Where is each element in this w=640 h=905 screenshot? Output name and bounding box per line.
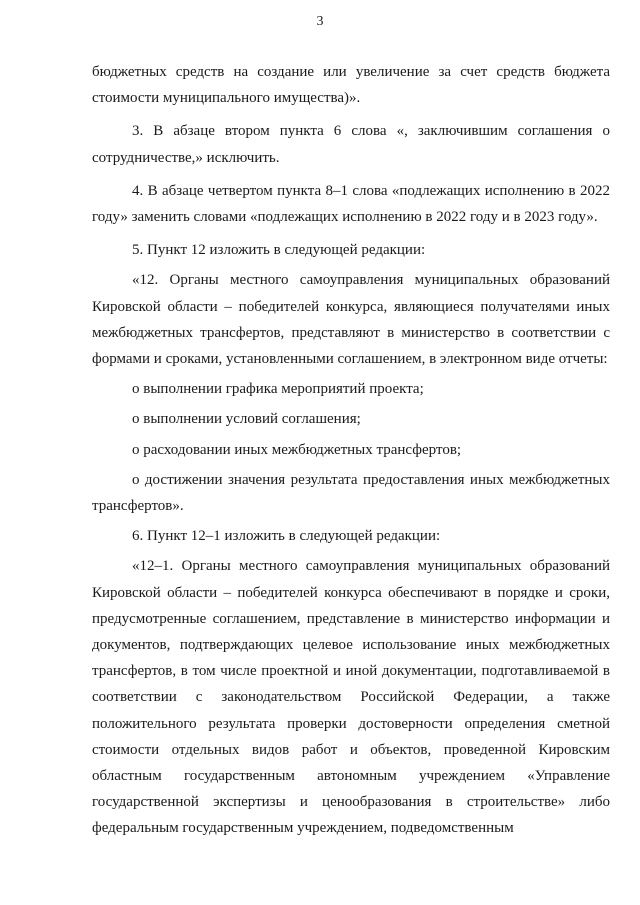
- page-number: 3: [316, 14, 324, 29]
- paragraph-clause-12-1: «12–1. Органы местного самоуправления муниципальных образований Кировской области – победителей конкурса обеспечивают в порядке и сроки, предусмотренные соглашением, представление в министерство информации и документов, подтверждающих целевое использование иных межбюджетных трансфертов, в том числе проектной и иной документации, подготавливаемой в соответствии с законодательством Российской Федерации, а также положительного результата проверки достоверности определения сметной стоимости отдельных видов работ и объектов, проведенной Кировским областным государственным автономным учреждением «Управление государственной экспертизы и ценообразования в строительстве» либо федеральным государственным учреждением, подведомственным: [92, 558, 610, 837]
- paragraph-clause-12: «12. Органы местного самоуправления муниципальных образований Кировской области – победителей конкурса, являющиеся получателями иных межбюджетных трансфертов, представляют в министерство в соответствии с формами и сроками, установленными соглашением, в электронном виде отчеты:: [92, 272, 610, 368]
- list-item-spending: о расходовании иных межбюджетных трансфертов;: [132, 441, 462, 458]
- paragraph-item-4: 4. В абзаце четвертом пункта 8–1 слова «подлежащих исполнению в 2022 году» заменить словами «подлежащих исполнению в 2022 году и в 2023 году».: [92, 182, 610, 226]
- paragraph-budget-funds: бюджетных средств на создание или увеличение за счет средств бюджета стоимости муниципального имущества)».: [92, 64, 610, 107]
- document-body: [92, 59, 610, 842]
- list-item-conditions: о выполнении условий соглашения;: [132, 411, 361, 428]
- list-item-result: о достижении значения результата предоставления иных межбюджетных трансфертов».: [92, 471, 610, 515]
- paragraph-item-5-heading: 5. Пункт 12 изложить в следующей редакции:: [132, 242, 426, 259]
- paragraph-item-6-heading: 6. Пункт 12–1 изложить в следующей редакции:: [132, 528, 441, 545]
- list-item-schedule: о выполнении графика мероприятий проекта;: [132, 381, 424, 398]
- paragraph-item-3: 3. В абзаце втором пункта 6 слова «, заключившим соглашения о сотрудничестве,» исключить.: [92, 123, 610, 166]
